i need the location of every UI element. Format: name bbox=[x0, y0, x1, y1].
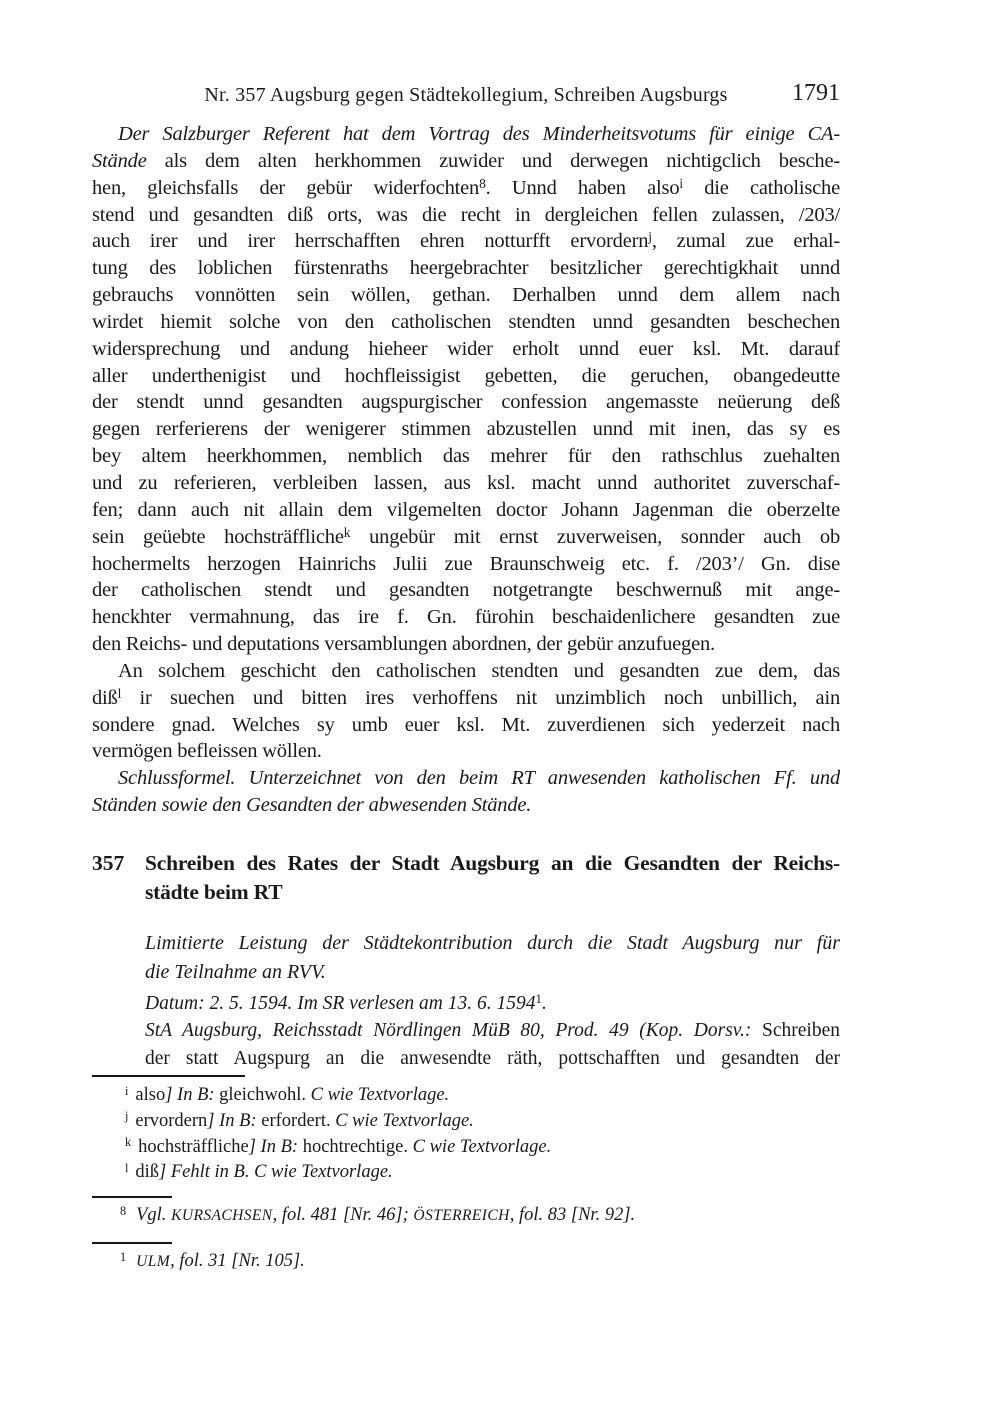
text-segment: städte beim RT bbox=[145, 880, 283, 904]
text-segment: ] Fehlt in B. C wie Textvorlage. bbox=[159, 1162, 393, 1183]
text-segment: tung des loblichen fürstenraths heergebrachter besitzlicher gerechtigkhait unnd bbox=[92, 257, 840, 280]
text-segment: C wie Textvorlage. bbox=[412, 1136, 552, 1157]
text-segment: Limitierte Leistung der Städtekontribution durch die Stadt Augsburg nur für bbox=[145, 932, 840, 954]
text-segment: ] In B: bbox=[248, 1136, 303, 1157]
text-line bbox=[92, 443, 840, 470]
text-segment: , zumal zue erhal- bbox=[651, 230, 840, 253]
text-segment: sondere gnad. Welches sy umb euer ksl. Mt. zuverdienen sich yederzeit nach bbox=[92, 713, 840, 736]
text-line bbox=[145, 958, 840, 987]
entry-number: 357 bbox=[92, 851, 125, 875]
text-segment: ] In B: bbox=[165, 1085, 220, 1105]
text-segment: C wie Textvorlage. bbox=[335, 1110, 474, 1131]
text-segment: Stände bbox=[92, 149, 147, 172]
text-segment: diß bbox=[92, 686, 118, 709]
text-line bbox=[92, 389, 840, 416]
text-segment: als dem alten herkhommen zuwider und derwegen nichtigclich besche- bbox=[146, 149, 840, 172]
text-line bbox=[92, 658, 840, 685]
text-segment: die Teilnahme an RVV. bbox=[145, 960, 326, 983]
text-segment: also bbox=[135, 1085, 166, 1105]
footnote-8 bbox=[92, 1202, 840, 1228]
text-segment: sein geüebte hochsträffliche bbox=[92, 525, 344, 548]
footnote-marker: j bbox=[648, 229, 652, 245]
footnote-1 bbox=[92, 1248, 840, 1274]
text-line bbox=[92, 255, 840, 282]
text-segment: Schlussformel. Unterzeichnet von den beim RT anwesenden katholischen Ff. und bbox=[118, 767, 840, 790]
text-line bbox=[92, 631, 840, 658]
entry-regest bbox=[145, 929, 840, 986]
footnote-marker: k bbox=[343, 524, 351, 540]
text-segment: Der Salzburger Referent hat dem Vortrag des Minderheitsvotums für einige CA- bbox=[118, 123, 840, 145]
text-segment: gegen rerferierens der wenigerer stimmen abzustellen unnd mit inen, das sy es bbox=[92, 418, 840, 441]
footnote-marker: l bbox=[125, 1160, 129, 1175]
text-segment: hochermelts herzogen Hainrichs Julii zue Braunschweig etc. f. /203’/ Gn. dise bbox=[92, 552, 840, 575]
text-line bbox=[145, 1045, 840, 1072]
text-segment: auch irer und irer herrschafften ehren notturfft ervordern bbox=[92, 230, 649, 253]
text-line bbox=[92, 712, 840, 739]
text-line bbox=[92, 577, 840, 604]
text-segment: gleichwohl. bbox=[219, 1085, 311, 1105]
text-segment: , fol. 83 [Nr. 92]. bbox=[509, 1205, 636, 1225]
text-segment: bey altem heerkhommen, nemblich das mehrer für den rathschlus zuehalten bbox=[92, 445, 840, 468]
page-number: 1791 bbox=[792, 80, 840, 106]
text-segment: An solchem geschicht den catholischen stendten und gesandten zue dem, das bbox=[118, 659, 840, 682]
text-line bbox=[92, 336, 840, 363]
text-line bbox=[92, 1202, 840, 1228]
text-line bbox=[92, 282, 840, 309]
footnote-marker: j bbox=[125, 1109, 129, 1124]
footnote-marker: 1 bbox=[120, 1249, 127, 1264]
text-segment: ungebür mit ernst zuverweisen, sonnder auch ob bbox=[350, 525, 840, 548]
text-line bbox=[92, 1248, 840, 1274]
text-segment: , fol. 31 [Nr. 105]. bbox=[170, 1251, 305, 1271]
text-segment: der statt Augspurg an die anwesendte räth, pottschafften und gesandten der bbox=[145, 1047, 840, 1069]
text-segment: fen; dann auch nit allain dem vilgemelten doctor Johann Jagenman die oberzelte bbox=[92, 498, 840, 521]
text-segment: KURSACHSEN bbox=[171, 1207, 273, 1224]
text-line bbox=[145, 929, 840, 958]
text-line bbox=[92, 792, 840, 819]
text-line bbox=[145, 990, 840, 1017]
text-segment: . bbox=[541, 993, 547, 1014]
text-segment: wirdet hiemit solche von den catholischen stendten unnd gesandten beschechen bbox=[92, 310, 840, 333]
footnote-marker: 8 bbox=[479, 175, 486, 191]
entry-heading bbox=[92, 849, 840, 907]
text-segment: . Unnd haben also bbox=[485, 176, 680, 199]
text-line bbox=[92, 524, 840, 551]
text-line bbox=[145, 1017, 840, 1044]
footnote-separator-rule bbox=[92, 1242, 172, 1244]
text-line bbox=[92, 228, 840, 255]
footnote-marker: i bbox=[125, 1083, 129, 1098]
footnote-separator-rule bbox=[92, 1075, 245, 1077]
text-line bbox=[92, 497, 840, 524]
text-segment: der stendt unnd gesandten augspurgischer confession angemasste neüerung deß bbox=[92, 391, 840, 414]
text-line bbox=[92, 363, 840, 390]
entry-heading-text bbox=[145, 849, 840, 907]
text-line bbox=[92, 416, 840, 443]
text-segment: ] In B: bbox=[207, 1110, 262, 1131]
text-line bbox=[92, 1083, 840, 1109]
text-segment: aller underthenigist und hochfleissigist gebetten, die geruchen, obangedeutte bbox=[92, 364, 840, 387]
text-segment: ULM bbox=[136, 1253, 171, 1270]
document-body-text bbox=[92, 121, 840, 819]
text-segment: Vgl. bbox=[136, 1205, 172, 1225]
footnote-marker: 1 bbox=[535, 992, 542, 1007]
text-segment: hochtrechtige. bbox=[302, 1136, 413, 1157]
text-line bbox=[92, 175, 840, 202]
text-segment: der catholischen stendt und gesandten notgetrangte beschwernuß mit ange- bbox=[92, 579, 840, 602]
text-segment: stend und gesandten diß orts, was die recht in dergleichen fellen zulassen, /203/ bbox=[92, 203, 840, 226]
text-segment: diß bbox=[135, 1162, 160, 1183]
text-segment: Ständen sowie den Gesandten der abwesenden Stände. bbox=[92, 794, 532, 817]
text-segment: vermögen befleissen wöllen. bbox=[92, 740, 322, 763]
footnote-marker: k bbox=[125, 1135, 132, 1150]
text-line bbox=[145, 849, 840, 878]
text-segment: gebrauchs vonnötten sein wöllen, gethan. Derhalben unnd dem allem nach bbox=[92, 284, 840, 307]
text-segment: Schreiben des Rates der Stadt Augsburg an die Gesandten der Reichs- bbox=[145, 851, 840, 875]
text-segment: Datum: 2. 5. 1594. Im SR verlesen am 13. 6. 1594 bbox=[145, 993, 536, 1014]
text-segment: hen, gleichsfalls der gebür widerfochten bbox=[92, 176, 480, 199]
footnote-separator-rule bbox=[92, 1196, 172, 1198]
footnote-marker: l bbox=[117, 685, 122, 701]
entry-source-note bbox=[145, 990, 840, 1072]
text-line bbox=[92, 738, 840, 765]
text-line bbox=[92, 551, 840, 578]
text-line bbox=[92, 604, 840, 631]
text-line bbox=[92, 202, 840, 229]
text-segment: , fol. 481 [Nr. 46]; bbox=[272, 1205, 414, 1225]
footnote-marker: i bbox=[679, 175, 683, 191]
text-segment: hochsträffliche bbox=[138, 1136, 249, 1157]
text-segment: den Reichs- und deputations versamblungen abordnen, der gebür anzufuegen. bbox=[92, 633, 715, 656]
text-segment: erfordert. bbox=[261, 1110, 336, 1131]
text-line bbox=[92, 121, 840, 148]
text-line bbox=[92, 765, 840, 792]
text-line bbox=[145, 878, 840, 907]
running-header bbox=[92, 80, 840, 110]
text-segment: und zu referieren, verbleiben lassen, aus ksl. macht unnd authoritet zuverschaf- bbox=[92, 471, 840, 494]
text-segment: Schreiben bbox=[751, 1020, 840, 1042]
text-segment: henckhter vermahnung, das ire f. Gn. fürohin beschaidenlichere gesandten zue bbox=[92, 606, 840, 629]
text-segment: ÖSTERREICH bbox=[413, 1207, 510, 1224]
text-line bbox=[92, 309, 840, 336]
footnote-marker: 8 bbox=[120, 1203, 127, 1218]
text-segment: StA Augsburg, Reichsstadt Nördlingen MüB 80, Prod. 49 (Kop. Dorsv.: bbox=[145, 1020, 752, 1042]
text-segment: ir suechen und bitten ires verhoffens nit unzimblich noch unbillich, ain bbox=[121, 686, 840, 709]
text-segment: ervordern bbox=[135, 1110, 208, 1131]
text-segment: widersprechung und andung hieheer wider erholt unnd euer ksl. Mt. darauf bbox=[92, 337, 840, 360]
text-line bbox=[92, 470, 840, 497]
text-line bbox=[92, 1135, 840, 1161]
text-line bbox=[92, 1160, 840, 1186]
text-line bbox=[92, 685, 840, 712]
running-header-title: Nr. 357 Augsburg gegen Städtekollegium, Schreiben Augsburgs bbox=[204, 84, 728, 106]
text-segment: die catholische bbox=[682, 176, 840, 199]
text-line bbox=[92, 148, 840, 175]
text-line bbox=[92, 1109, 840, 1135]
footnotes-lettered bbox=[92, 1083, 840, 1186]
text-segment: C wie Textvorlage. bbox=[310, 1085, 450, 1105]
